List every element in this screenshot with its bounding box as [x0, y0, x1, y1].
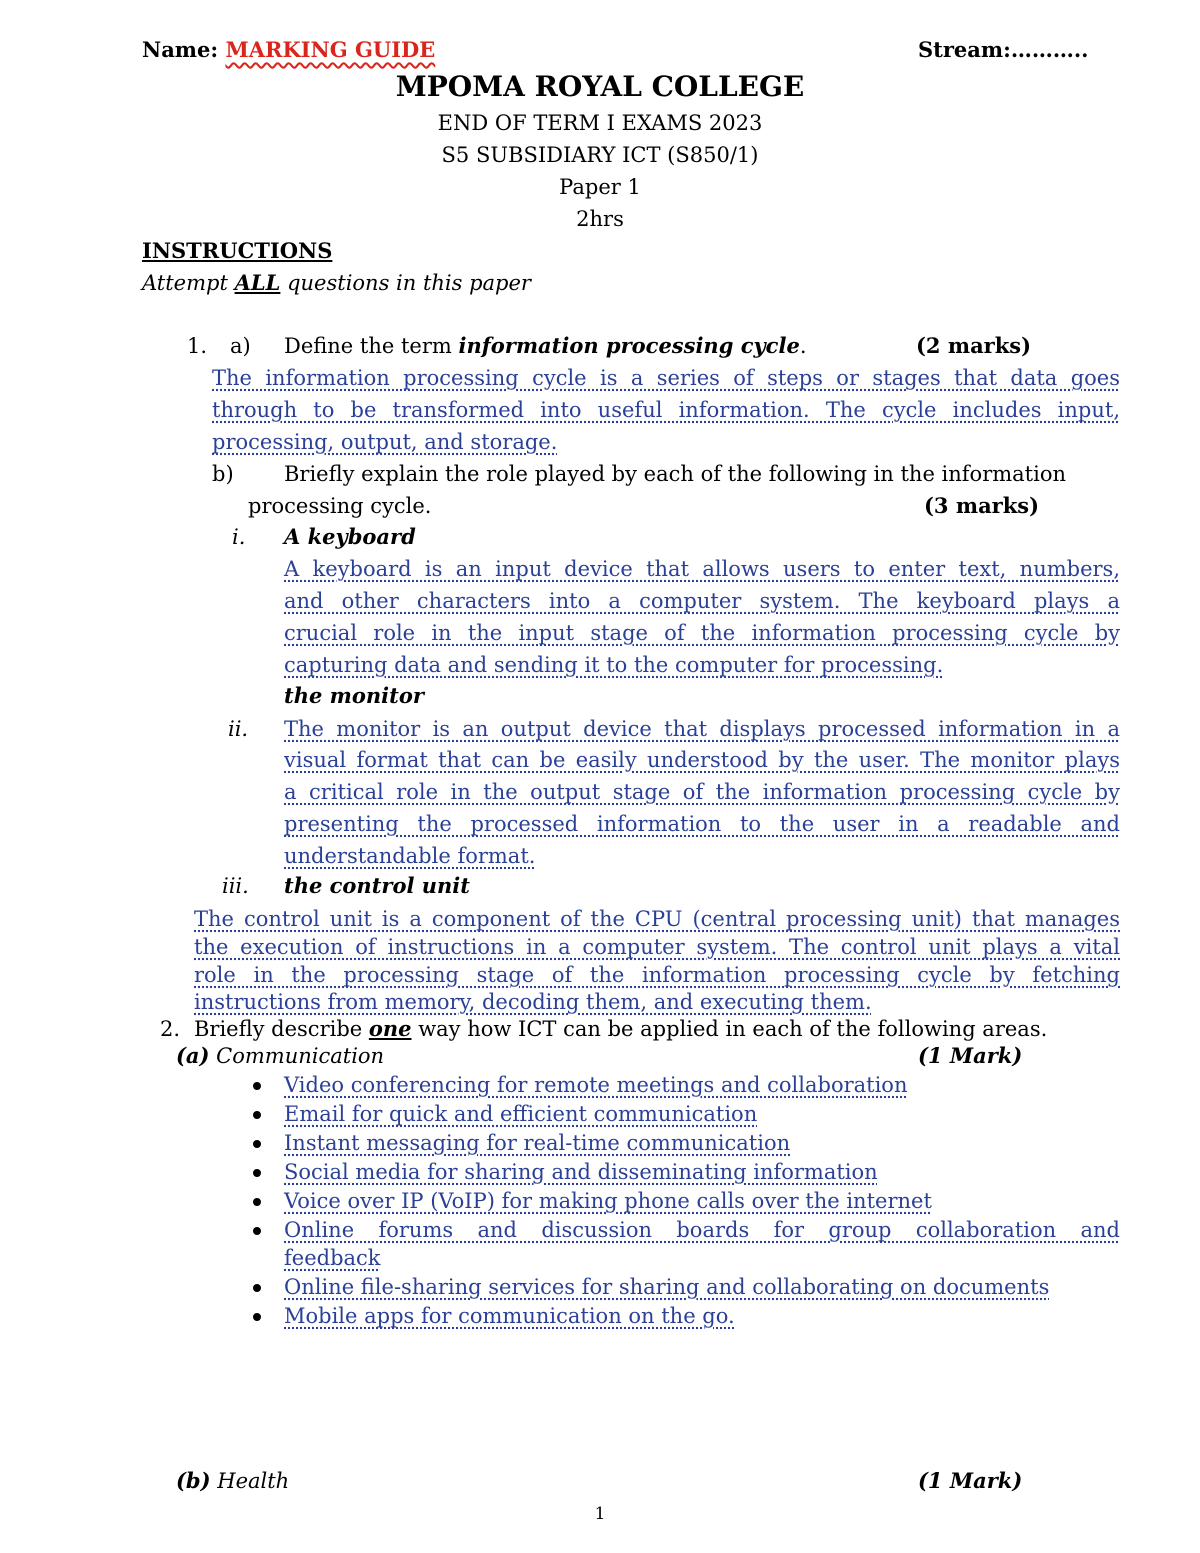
q2b-marks: (1 Mark) [918, 1468, 1023, 1493]
q2-pre: Briefly describe [194, 1017, 369, 1041]
q1-number: 1. [187, 334, 208, 358]
instructions-emph: ALL [234, 270, 281, 295]
control-unit-answer-line: The control unit is a component of the CPU (central processing unit) that manages [194, 907, 1120, 931]
monitor-answer-line: presenting the processed information to the user in a readable and [284, 812, 1120, 836]
stream-label: Stream:……….. [918, 37, 1089, 62]
q1a-answer-line: The information processing cycle is a series of steps or stages that data goes [212, 366, 1120, 390]
communication-answer-item: Voice over IP (VoIP) for making phone calls over the internet [284, 1189, 932, 1213]
communication-answer-item: Online file-sharing services for sharing and collaborating on documents [284, 1275, 1050, 1299]
q1a-label: a) [230, 334, 251, 358]
q2-post: way how ICT can be applied in each of the following areas. [411, 1017, 1048, 1041]
q1b-ii-label: ii. [228, 717, 249, 741]
q1b-ii-title: the monitor [284, 683, 424, 708]
communication-answer-item: Instant messaging for real-time communication [284, 1131, 791, 1155]
bullet-dot [253, 1169, 261, 1177]
monitor-answer-line: The monitor is an output device that displays processed information in a [284, 717, 1120, 741]
q1a-marks: (2 marks) [916, 333, 1032, 358]
q1a-term: information processing cycle [458, 333, 800, 358]
communication-answer-item: Online forums and discussion boards for group collaboration and [284, 1218, 1120, 1242]
control-unit-answer-line: instructions from memory, decoding them, and executing them. [194, 990, 872, 1014]
monitor-answer-line: a critical role in the output stage of the information processing cycle by [284, 780, 1120, 804]
q1b-iii-label: iii. [222, 874, 249, 898]
instructions-text [142, 270, 531, 296]
communication-answer-item: Video conferencing for remote meetings and collaboration [284, 1073, 908, 1097]
q1b-question-line1: Briefly explain the role played by each of the following in the information [284, 462, 1066, 486]
q1b-question-line2: processing cycle. [248, 494, 432, 518]
q1b-label: b) [212, 462, 234, 486]
q1a-answer-line: through to be transformed into useful information. The cycle includes input, [212, 398, 1120, 422]
communication-answer-item: Social media for sharing and disseminating information [284, 1160, 878, 1184]
duration: 2hrs [576, 207, 624, 231]
communication-answer-item: Email for quick and efficient communication [284, 1102, 758, 1126]
keyboard-answer-line: A keyboard is an input device that allows users to enter text, numbers, [284, 557, 1120, 581]
q2-number: 2. [160, 1017, 181, 1041]
q2a-heading [176, 1043, 384, 1069]
q1b-i-title: A keyboard [284, 524, 416, 549]
q1b-marks: (3 marks) [924, 493, 1040, 518]
q1b-i-label: i. [232, 525, 246, 549]
instructions-post: questions in this paper [280, 271, 531, 295]
bullet-dot [253, 1082, 261, 1090]
keyboard-answer-line: and other characters into a computer system. The keyboard plays a [284, 589, 1120, 613]
bullet-dot [253, 1313, 261, 1321]
q2a-label: (a) [176, 1043, 210, 1068]
bullet-dot [253, 1284, 261, 1292]
q1b-iii-title: the control unit [284, 873, 470, 898]
control-unit-answer-line: the execution of instructions in a computer system. The control unit plays a vital [194, 935, 1120, 959]
exam-title: END OF TERM I EXAMS 2023 [437, 111, 763, 135]
q2a-marks: (1 Mark) [918, 1043, 1023, 1068]
q1a-pre: Define the term [284, 334, 459, 358]
bullet-dot [253, 1111, 261, 1119]
subject-title: S5 SUBSIDIARY ICT (S850/1) [441, 143, 759, 167]
college-title: MPOMA ROYAL COLLEGE [395, 70, 805, 103]
name-value: MARKING GUIDE [225, 37, 436, 62]
bullet-dot [253, 1140, 261, 1148]
paper-title: Paper 1 [559, 175, 641, 199]
keyboard-answer-line: capturing data and sending it to the computer for processing. [284, 653, 944, 677]
instructions-pre: Attempt [142, 271, 235, 295]
bullet-dot [253, 1227, 261, 1235]
monitor-answer-line: understandable format. [284, 844, 536, 868]
q2-emph: one [368, 1016, 412, 1041]
page-number: 1 [594, 1504, 606, 1524]
monitor-answer-line: visual format that can be easily understood by the user. The monitor plays [284, 748, 1120, 772]
q1a-answer-line: processing, output, and storage. [212, 430, 558, 454]
instructions-heading: INSTRUCTIONS [142, 238, 333, 263]
q2-question [194, 1016, 1047, 1042]
communication-answer-item-cont: feedback [284, 1246, 381, 1270]
q2b-title: Health [217, 1469, 290, 1493]
communication-answer-item: Mobile apps for communication on the go. [284, 1304, 735, 1328]
bullet-dot [253, 1198, 261, 1206]
name-label: Name: [142, 37, 219, 62]
q2a-title: Communication [216, 1044, 385, 1068]
keyboard-answer-line: crucial role in the input stage of the information processing cycle by [284, 621, 1120, 645]
q2b-heading [176, 1468, 289, 1494]
q2b-label: (b) [176, 1468, 211, 1493]
q1a-question [284, 333, 807, 359]
name-line [142, 37, 435, 63]
q1a-post: . [799, 334, 807, 358]
control-unit-answer-line: role in the processing stage of the information processing cycle by fetching [194, 963, 1120, 987]
